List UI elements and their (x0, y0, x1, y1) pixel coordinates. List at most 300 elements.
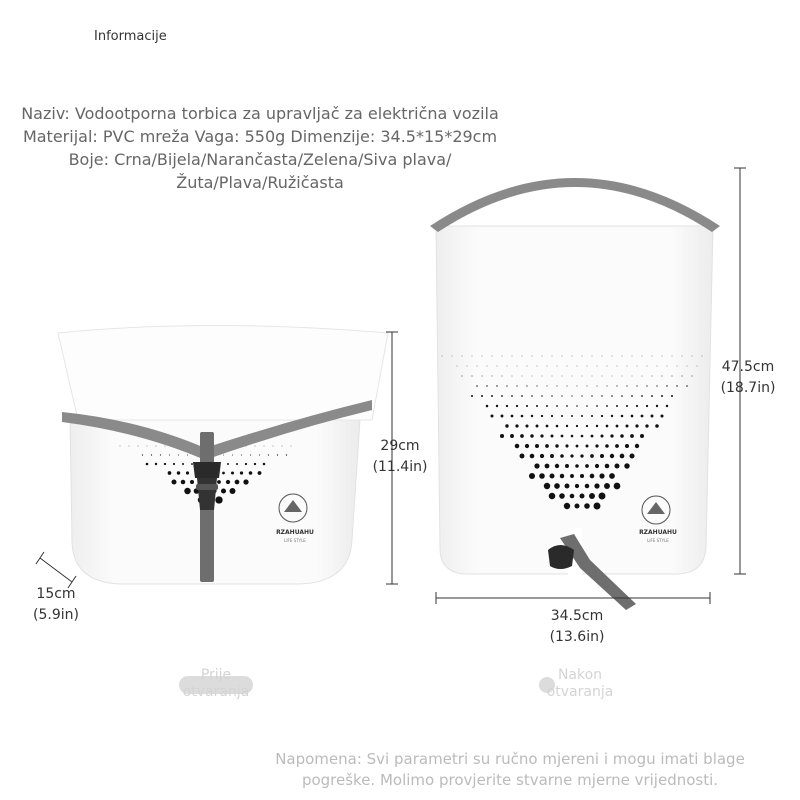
halftone-dot (636, 385, 637, 386)
halftone-dot (532, 376, 533, 377)
halftone-dot (622, 356, 623, 357)
halftone-dot (452, 356, 453, 357)
halftone-dot (667, 366, 668, 367)
halftone-dot (520, 434, 524, 438)
halftone-dot (580, 474, 584, 478)
halftone-dot (255, 446, 256, 447)
svg-text:RZAHUAHU: RZAHUAHU (639, 529, 677, 536)
halftone-dot (540, 454, 544, 458)
halftone-dot (173, 463, 175, 465)
halftone-dot (597, 366, 598, 367)
halftone-dot (586, 425, 588, 427)
halftone-dot (581, 395, 582, 396)
halftone-dot (606, 425, 609, 428)
halftone-dot (544, 483, 550, 489)
halftone-dot (566, 405, 568, 407)
halftone-dot (230, 488, 236, 494)
halftone-dot (580, 494, 585, 499)
halftone-dot (541, 415, 543, 417)
halftone-dot (576, 445, 579, 448)
measurement-note: Napomena: Svi parametri su ručno mjereni i mogu imati blage pogreške. Molimo provjerite stvarne mjerne vrijednosti. (275, 750, 745, 789)
halftone-dot (620, 454, 625, 459)
halftone-dot (686, 385, 688, 387)
halftone-dot (580, 454, 583, 457)
halftone-dot (559, 493, 565, 499)
halftone-dot (672, 376, 673, 377)
halftone-dot (656, 385, 657, 386)
halftone-dot (596, 425, 598, 427)
halftone-dot (577, 366, 578, 367)
halftone-dot (641, 415, 644, 418)
halftone-dot (442, 356, 443, 357)
halftone-dot (682, 356, 683, 357)
halftone-dot (155, 463, 157, 465)
halftone-dot (511, 395, 513, 397)
halftone-dot (676, 385, 677, 386)
halftone-dot (672, 356, 673, 357)
svg-text:RZAHUAHU: RZAHUAHU (276, 529, 314, 536)
halftone-dot (641, 395, 643, 397)
halftone-dot (531, 395, 533, 397)
halftone-dot (595, 464, 599, 468)
halftone-dot (666, 385, 667, 386)
halftone-dot (178, 454, 179, 455)
halftone-dot (642, 376, 643, 377)
halftone-dot (535, 444, 539, 448)
halftone-dot (570, 454, 573, 457)
halftone-dot (600, 434, 603, 437)
halftone-dot (561, 435, 564, 438)
halftone-dot (592, 356, 593, 357)
svg-text:LIFE STYLE: LIFE STYLE (284, 538, 306, 543)
halftone-dot (662, 356, 663, 357)
halftone-dot (146, 463, 149, 466)
halftone-dot (160, 454, 161, 455)
halftone-dot (646, 405, 648, 407)
halftone-dot (505, 424, 508, 427)
halftone-dot (531, 415, 533, 417)
halftone-dot (496, 405, 498, 407)
halftone-dot (601, 395, 602, 396)
halftone-dot (245, 463, 247, 465)
halftone-dot (614, 483, 621, 490)
halftone-dot (472, 356, 473, 357)
halftone-dot (476, 385, 478, 387)
halftone-dot (226, 480, 230, 484)
halftone-dot (521, 415, 524, 418)
halftone-dot (151, 454, 152, 455)
halftone-dot (557, 366, 558, 367)
halftone-dot (581, 415, 583, 417)
halftone-dot (512, 356, 513, 357)
halftone-dot (500, 434, 504, 438)
halftone-dot (615, 444, 619, 448)
halftone-dot (165, 446, 166, 447)
halftone-dot (527, 366, 528, 367)
halftone-dot (702, 356, 703, 357)
halftone-dot (536, 425, 539, 428)
halftone-dot (506, 405, 508, 407)
halftone-dot (516, 405, 518, 407)
halftone-dot (182, 463, 184, 465)
halftone-dot (595, 444, 598, 447)
halftone-dot (585, 464, 589, 468)
halftone-dot (575, 464, 579, 468)
halftone-dot (617, 366, 618, 367)
halftone-dot (600, 454, 604, 458)
halftone-dot (567, 386, 568, 387)
halftone-dot (562, 376, 563, 377)
halftone-dot (190, 480, 194, 484)
halftone-dot (666, 405, 668, 407)
halftone-dot (516, 385, 517, 386)
halftone-dot (546, 385, 547, 386)
halftone-dot (596, 405, 598, 407)
halftone-dot (596, 385, 597, 386)
halftone-dot (291, 446, 292, 447)
halftone-dot (632, 356, 633, 357)
halftone-dot (587, 366, 588, 367)
halftone-dot (120, 446, 121, 447)
halftone-dot (556, 425, 559, 428)
halftone-dot (605, 444, 609, 448)
halftone-dot (138, 446, 139, 447)
halftone-dot (507, 366, 508, 367)
halftone-dot (657, 366, 658, 367)
halftone-dot (467, 366, 468, 367)
halftone-dot (502, 376, 503, 377)
halftone-dot (656, 405, 658, 407)
halftone-dot (640, 434, 644, 438)
halftone-dot (492, 376, 493, 377)
halftone-dot (501, 395, 503, 397)
halftone-dot (586, 445, 589, 448)
halftone-dot (571, 415, 573, 417)
halftone-dot (612, 356, 613, 357)
halftone-dot (181, 480, 186, 485)
halftone-dot (572, 376, 573, 377)
halftone-dot (571, 435, 574, 438)
halftone-dot (561, 395, 562, 396)
halftone-dot (532, 356, 533, 357)
halftone-dot (687, 366, 688, 367)
after-height-dimension: 47.5cm (18.7in) (720, 359, 776, 396)
halftone-dot (529, 473, 535, 479)
halftone-dot (697, 366, 698, 367)
halftone-dot (521, 395, 523, 397)
halftone-dot (486, 405, 489, 408)
halftone-dot (263, 463, 266, 466)
halftone-dot (222, 472, 225, 475)
halftone-dot (616, 385, 617, 386)
halftone-dot (632, 376, 633, 377)
halftone-dot (541, 395, 543, 397)
halftone-dot (517, 366, 518, 367)
halftone-dot (221, 488, 226, 493)
halftone-dot (186, 471, 189, 474)
halftone-dot (560, 474, 564, 478)
halftone-dot (540, 434, 543, 437)
halftone-dot (590, 474, 595, 479)
halftone-dot (671, 395, 673, 397)
before-state-label: Prije otvaranja (182, 667, 250, 700)
halftone-dot (652, 376, 653, 377)
halftone-dot (142, 454, 143, 455)
halftone-dot (645, 424, 648, 427)
halftone-dot (482, 356, 483, 357)
halftone-dot (576, 405, 578, 407)
halftone-dot (614, 463, 619, 468)
halftone-dot (565, 484, 570, 489)
halftone-dot (530, 454, 535, 459)
halftone-dot (551, 435, 554, 438)
halftone-dot (612, 376, 613, 377)
halftone-dot (599, 473, 604, 478)
halftone-dot (471, 395, 473, 397)
halftone-dot (550, 454, 554, 458)
halftone-dot (481, 395, 483, 397)
halftone-dot (610, 434, 613, 437)
halftone-dot (604, 483, 610, 489)
halftone-dot (564, 503, 570, 509)
halftone-dot (515, 444, 520, 449)
halftone-dot (567, 366, 568, 367)
halftone-dot (662, 376, 663, 377)
halftone-dot (555, 464, 559, 468)
closed-bag (58, 326, 388, 585)
halftone-dot (545, 444, 549, 448)
before-depth-dimension: 15cm (5.9in) (33, 586, 79, 623)
halftone-dot (268, 454, 269, 455)
halftone-dot (626, 405, 628, 407)
halftone-dot (461, 375, 462, 376)
halftone-dot (555, 444, 558, 447)
halftone-dot (575, 484, 579, 488)
halftone-dot (587, 386, 588, 387)
halftone-dot (585, 484, 590, 489)
halftone-dot (522, 356, 523, 357)
halftone-dot (539, 473, 545, 479)
halftone-dot (492, 356, 493, 357)
halftone-dot (626, 425, 629, 428)
halftone-dot (609, 473, 615, 479)
halftone-dot (554, 483, 560, 489)
halftone-dot (477, 366, 478, 367)
halftone-dot (591, 415, 593, 417)
halftone-dot (520, 454, 525, 459)
halftone-dot (571, 395, 572, 396)
halftone-dot (129, 446, 130, 447)
halftone-dot (277, 454, 278, 455)
halftone-dot (240, 471, 243, 474)
halftone-dot (497, 366, 498, 367)
halftone-dot (282, 446, 283, 447)
halftone-dot (187, 455, 188, 456)
halftone-dot (642, 356, 643, 357)
halftone-dot (184, 488, 191, 495)
halftone-dot (501, 415, 504, 418)
halftone-dot (273, 446, 274, 447)
halftone-dot (602, 356, 603, 357)
halftone-dot (631, 395, 633, 397)
halftone-dot (147, 446, 148, 447)
halftone-dot (606, 385, 607, 386)
halftone-dot (631, 415, 634, 418)
halftone-dot (482, 376, 483, 377)
halftone-dot (552, 356, 553, 357)
halftone-dot (486, 385, 487, 386)
halftone-dot (169, 454, 170, 455)
halftone-dot (630, 434, 634, 438)
halftone-dot (661, 395, 663, 397)
halftone-dot (254, 463, 256, 465)
halftone-dot (655, 424, 659, 428)
halftone-dot (551, 395, 552, 396)
halftone-dot (620, 434, 624, 438)
halftone-dot (692, 356, 693, 357)
halftone-dot (547, 366, 548, 367)
halftone-dot (647, 366, 648, 367)
halftone-dot (582, 356, 583, 357)
halftone-dot (629, 453, 634, 458)
halftone-dot (217, 480, 221, 484)
halftone-dot (625, 444, 629, 448)
halftone-dot (605, 464, 610, 469)
halftone-dot (536, 385, 537, 386)
halftone-dot (250, 454, 251, 455)
halftone-dot (542, 356, 543, 357)
halftone-dot (599, 493, 606, 500)
halftone-dot (627, 366, 628, 367)
halftone-dot (556, 405, 558, 407)
halftone-dot (241, 455, 242, 456)
halftone-dot (549, 493, 556, 500)
info-tab-label: Informacije (94, 29, 167, 44)
halftone-dot (572, 356, 573, 357)
halftone-dot (506, 385, 507, 386)
halftone-dot (594, 503, 601, 510)
halftone-dot (582, 376, 583, 377)
halftone-dot (637, 366, 638, 367)
halftone-dot (235, 480, 240, 485)
halftone-dot (522, 376, 523, 377)
halftone-dot (502, 356, 503, 357)
halftone-dot (215, 496, 222, 503)
halftone-dot (651, 415, 654, 418)
halftone-dot (550, 474, 555, 479)
halftone-dot (264, 446, 265, 447)
halftone-dot (168, 471, 172, 475)
halftone-dot (646, 385, 647, 386)
after-width-dimension: 34.5cm (13.6in) (549, 608, 605, 645)
halftone-dot (537, 366, 538, 367)
halftone-dot (530, 434, 533, 437)
halftone-dot (610, 454, 614, 458)
halftone-dot (472, 376, 473, 377)
halftone-dot (589, 493, 595, 499)
halftone-dot (574, 503, 579, 508)
halftone-dot (621, 415, 624, 418)
halftone-dot (490, 414, 493, 417)
halftone-dot (525, 424, 528, 427)
halftone-dot (565, 444, 568, 447)
halftone-dot (591, 435, 594, 438)
halftone-dot (462, 356, 463, 357)
halftone-dot (592, 376, 593, 377)
halftone-dot (491, 395, 493, 397)
halftone-dot (164, 463, 166, 465)
halftone-dot (223, 455, 224, 456)
halftone-dot (227, 463, 229, 465)
halftone-dot (534, 463, 539, 468)
halftone-dot (525, 444, 529, 448)
halftone-dot (624, 463, 629, 468)
svg-text:LIFE STYLE: LIFE STYLE (647, 538, 669, 543)
before-height-dimension: 29cm (11.4in) (372, 438, 428, 475)
halftone-dot (511, 415, 514, 418)
halftone-dot (636, 405, 638, 407)
halftone-dot (171, 479, 176, 484)
product-description: Naziv: Vodootporna torbica za upravljač za električna vozila Materijal: PVC mreža Vaga: 550g Dimenzije: 34.5*15*29cm Boje: Crna/Bijela/Narančasta/Zelena/Siva plava/Žuta/Plava/Ružičasta (21, 104, 499, 192)
halftone-dot (512, 376, 513, 377)
halftone-dot (177, 471, 180, 474)
halftone-dot (660, 414, 663, 417)
halftone-dot (191, 463, 193, 465)
halftone-dot (258, 471, 262, 475)
halftone-dot (691, 375, 692, 376)
halftone-dot (594, 483, 599, 488)
halftone-dot (556, 385, 557, 386)
after-state-label: Nakon otvaranja (546, 667, 614, 700)
halftone-dot (565, 464, 569, 468)
halftone-dot (577, 386, 578, 387)
halftone-dot (566, 425, 568, 427)
halftone-dot (622, 376, 623, 377)
halftone-dot (249, 471, 253, 475)
halftone-dot (570, 474, 574, 478)
halftone-dot (651, 395, 653, 397)
halftone-dot (545, 464, 550, 469)
halftone-dot (536, 405, 538, 407)
halftone-dot (591, 395, 592, 396)
halftone-dot (236, 463, 238, 465)
halftone-dot (526, 405, 528, 407)
halftone-dot (652, 356, 653, 357)
halftone-dot (602, 376, 603, 377)
halftone-dot (259, 454, 260, 455)
halftone-dot (677, 366, 678, 367)
halftone-dot (621, 395, 623, 397)
halftone-dot (551, 415, 553, 417)
halftone-dot (561, 415, 563, 417)
halftone-dot (542, 376, 543, 377)
halftone-dot (496, 385, 497, 386)
halftone-dot (635, 444, 639, 448)
halftone-dot (616, 405, 618, 407)
halftone-dot (606, 405, 608, 407)
open-bag (430, 178, 720, 610)
halftone-dot (616, 425, 619, 428)
halftone-dot (581, 435, 584, 438)
halftone-dot (626, 385, 627, 386)
halftone-dot (560, 454, 564, 458)
halftone-dot (576, 425, 578, 427)
halftone-dot (570, 494, 575, 499)
halftone-dot (584, 503, 590, 509)
halftone-dot (526, 385, 527, 386)
halftone-dot (607, 366, 608, 367)
halftone-dot (232, 455, 233, 456)
